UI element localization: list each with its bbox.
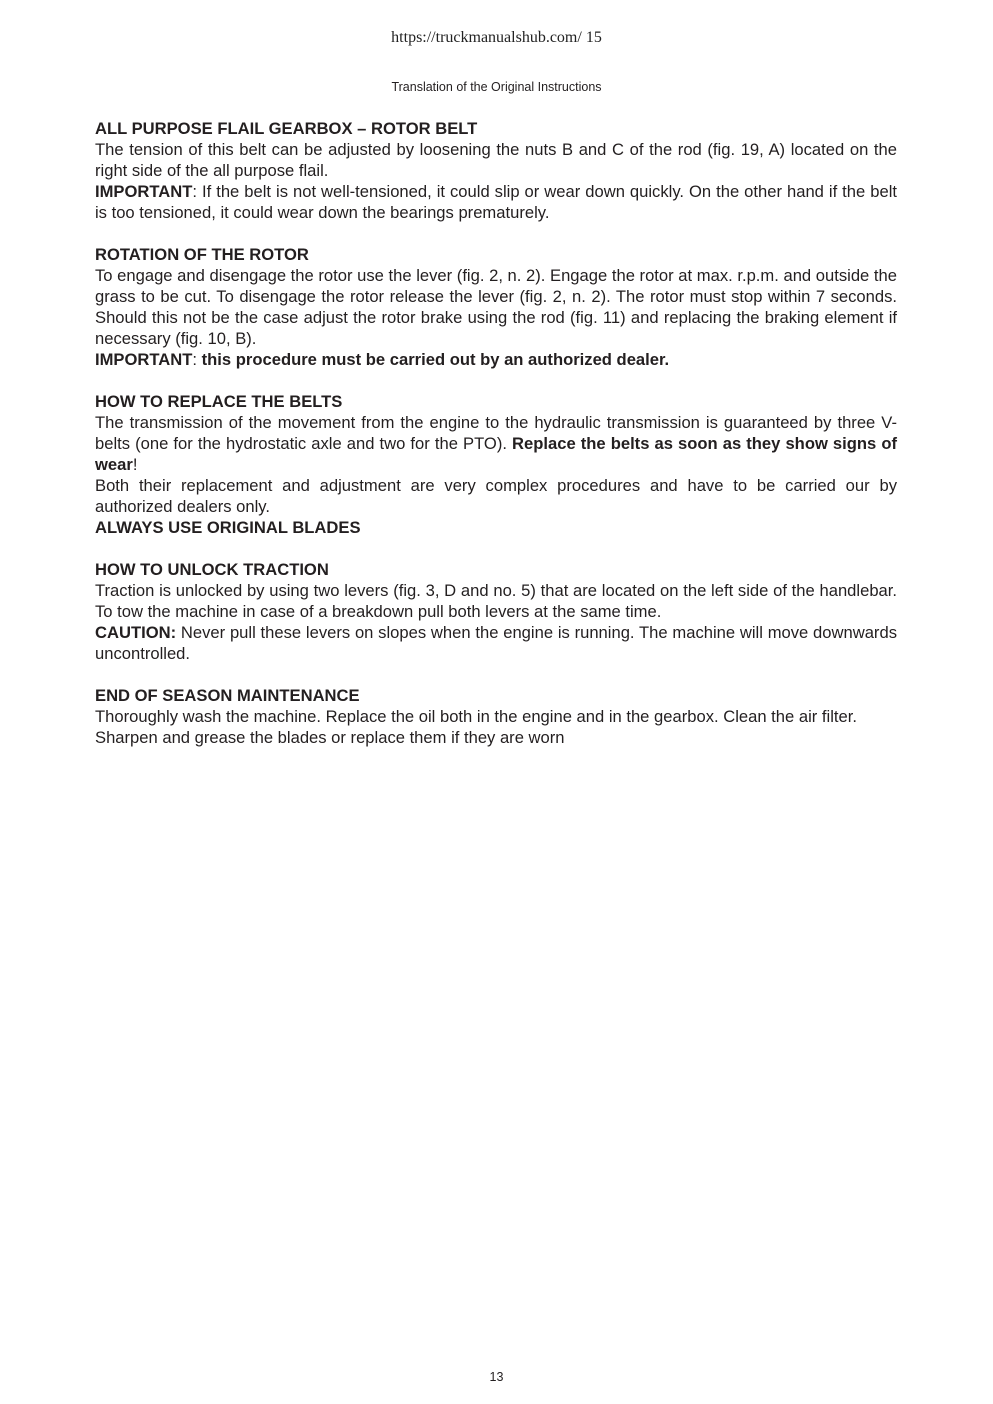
original-blades-notice: ALWAYS USE ORIGINAL BLADES [95,518,361,537]
document-subtitle: Translation of the Original Instructions [391,80,602,94]
section-heading: ALL PURPOSE FLAIL GEARBOX – ROTOR BELT [95,119,478,138]
page-content [95,118,897,769]
paragraph: Traction is unlocked by using two levers (fig. 3, D and no. 5) that are located on the left side of the handlebar. To tow the machine in case of a breakdown pull both levers at the same time. [95,581,897,621]
section-rotation [95,244,897,370]
paragraph: Thoroughly wash the machine. Replace the oil both in the engine and in the gearbox. Clean the air filter. Sharpen and grease the blades or replace them if they are worn [95,707,857,747]
paragraph-end: ! [132,455,138,474]
note-separator: : [192,350,202,369]
section-heading: END OF SEASON MAINTENANCE [95,686,360,705]
note-text: this procedure must be carried out by an authorized dealer. [201,350,670,369]
section-rotor-belt [95,118,897,223]
paragraph: Both their replacement and adjustment are very complex procedures and have to be carried our by authorized dealers only. [95,476,897,516]
paragraph [95,412,897,475]
section-season [95,685,897,748]
note-text: Never pull these levers on slopes when the engine is running. The machine will move downwards uncontrolled. [95,623,897,663]
section-heading: HOW TO REPLACE THE BELTS [95,392,343,411]
important-note [95,349,897,370]
page-url: https://truckmanualshub.com/ 15 [391,29,602,46]
note-text: : If the belt is not well-tensioned, it could slip or wear down quickly. On the other hand if the belt is too tensioned, it could wear down the bearings prematurely. [95,182,897,222]
note-label: IMPORTANT [95,350,193,369]
paragraph: To engage and disengage the rotor use the lever (fig. 2, n. 2). Engage the rotor at max. r.p.m. and outside the grass to be cut. To disengage the rotor release the lever (fig. 2, n. 2). The rotor must stop within 7 seconds. Should this not be the case adjust the rotor brake using the rod (fig. 11) and replacing the braking element if necessary (fig. 10, B). [95,266,897,348]
important-note [95,181,897,223]
section-heading: ROTATION OF THE ROTOR [95,245,309,264]
section-belts [95,391,897,538]
paragraph: The tension of this belt can be adjusted by loosening the nuts B and C of the rod (fig. 19, A) located on the right side of the all purpose flail. [95,140,897,180]
paragraph-text: The transmission of the movement from the engine to the hydraulic transmission is guaranteed by three V-belts (one for the hydrostatic axle and two for the PTO). [95,413,897,453]
page-number: 13 [489,1370,504,1384]
bold-warning: Replace the belts as soon as they show signs of wear [95,434,897,474]
section-traction [95,559,897,664]
caution-note [95,622,897,664]
note-label: CAUTION: [95,623,177,642]
note-label: IMPORTANT [95,182,193,201]
section-heading: HOW TO UNLOCK TRACTION [95,560,329,579]
